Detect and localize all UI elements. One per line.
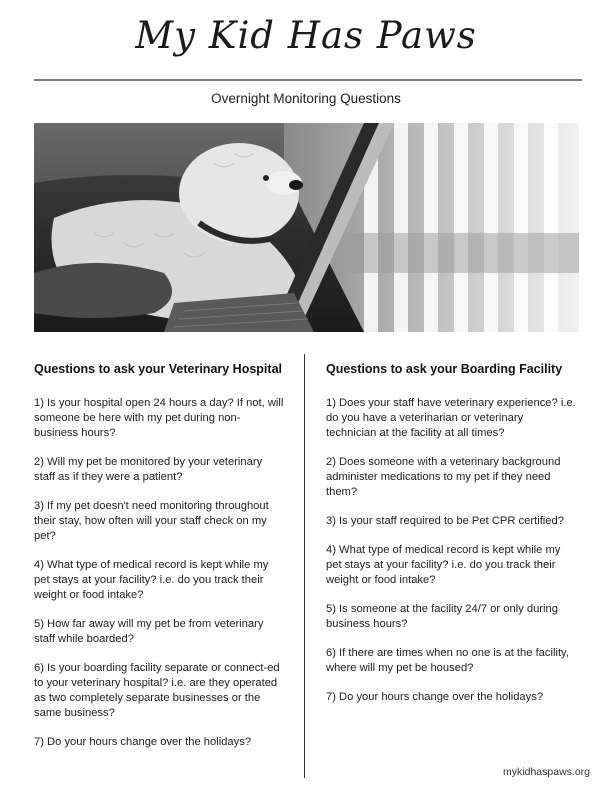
question-item: 1) Is your hospital open 24 hours a day? If not, will someone be here with my pet during non-business hours? bbox=[34, 397, 284, 439]
website-footer: mykidhaspaws.org bbox=[503, 766, 590, 778]
boarding-facility-column bbox=[326, 362, 576, 719]
page-subtitle: Overnight Monitoring Questions bbox=[211, 91, 401, 106]
question-item: 4) What type of medical record is kept while my pet stays at your facility? i.e. do you track their weight or food intake? bbox=[34, 559, 269, 601]
veterinary-hospital-heading: Questions to ask your Veterinary Hospital bbox=[34, 362, 282, 376]
question-item: 6) Is your boarding facility separate or connect-ed to your veterinary hospital? i.e. are they operated as two completely separate businesses or the same business? bbox=[34, 662, 280, 719]
question-item: 2) Does someone with a veterinary background administer medications to my pet if they need them? bbox=[326, 456, 561, 498]
boarding-facility-questions bbox=[326, 396, 576, 705]
question-item: 7) Do your hours change over the holidays? bbox=[326, 691, 544, 703]
question-item: 5) Is someone at the facility 24/7 or only during business hours? bbox=[326, 603, 558, 630]
column-divider bbox=[304, 354, 305, 778]
question-item: 4) What type of medical record is kept while my pet stays at your facility? i.e. do you track their weight or food intake? bbox=[326, 544, 561, 586]
logo-wordmark: My Kid Has Paws bbox=[135, 14, 477, 57]
dog-with-laptop-photo bbox=[34, 123, 579, 332]
boarding-facility-heading: Questions to ask your Boarding Facility bbox=[326, 362, 563, 376]
question-item: 2) Will my pet be monitored by your veterinary staff as if they were a patient? bbox=[34, 456, 263, 483]
question-item: 3) If my pet doesn't need monitoring throughout their stay, how often will your staff check on my pet? bbox=[34, 500, 269, 542]
veterinary-hospital-questions bbox=[34, 396, 284, 750]
question-item: 7) Do your hours change over the holidays? bbox=[34, 736, 252, 748]
header-divider bbox=[34, 79, 582, 81]
question-item: 5) How far away will my pet be from veterinary staff while boarded? bbox=[34, 618, 264, 645]
question-item: 1) Does your staff have veterinary experience? i.e. do you have a veterinarian or veterinary technician at the facility at all times? bbox=[326, 397, 576, 439]
veterinary-hospital-column bbox=[34, 362, 284, 764]
question-item: 3) Is your staff required to be Pet CPR certified? bbox=[326, 515, 564, 527]
question-item: 6) If there are times when no one is at the facility, where will my pet be housed? bbox=[326, 647, 569, 674]
